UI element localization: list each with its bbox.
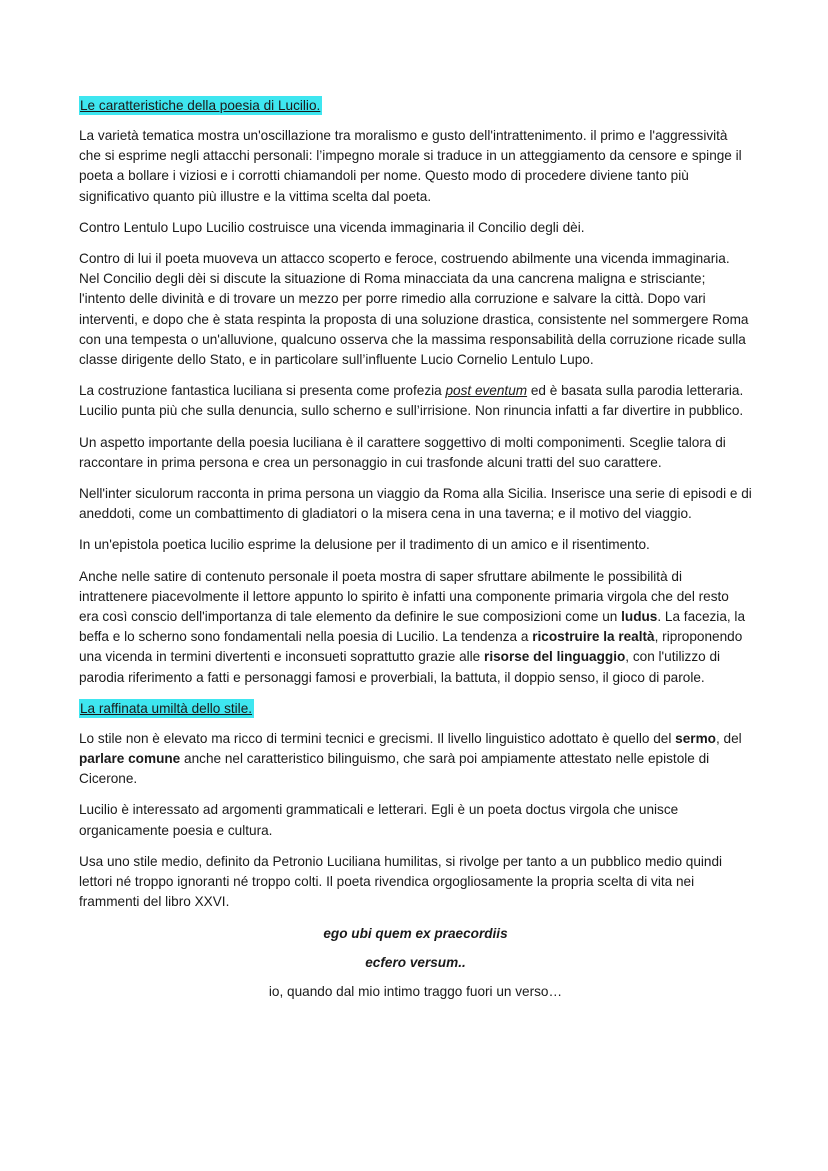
text-run: La costruzione fantastica luciliana si presenta come profezia: [79, 383, 446, 399]
ricostruire-realta-term: ricostruire la realtà: [532, 629, 655, 645]
paragraph-epistola-poetica: In un'epistola poetica lucilio esprime la delusione per il tradimento di un amico e il risentimento.: [79, 537, 650, 553]
section-heading-raffinata-umilta: La raffinata umiltà dello stile.: [80, 700, 253, 716]
text-run: , riproponendo una vicenda in termini divertenti e inconsueti soprattutto grazie alle: [79, 629, 743, 665]
latin-quote-line-2: ecfero versum..: [365, 954, 466, 970]
paragraph-costruzione-fantastica: [79, 381, 752, 421]
text-run: ed è basata sulla parodia letteraria. Lucilio punta più che sulla denuncia, sullo scherno e sull’irrisione. Non rinuncia infatti a far divertire in pubblico.: [79, 383, 744, 419]
latin-quote-line-1: ego ubi quem ex praecordiis: [323, 925, 508, 941]
paragraph-poeta-doctus: Lucilio è interessato ad argomenti grammaticali e letterari. Egli è un poeta doctus virgola che unisce organicamente poesia e cultura.: [79, 802, 679, 838]
paragraph-carattere-soggettivo: Un aspetto importante della poesia luciliana è il carattere soggettivo di molti componimenti. Sceglie talora di raccontare in prima persona e crea un personaggio in cui trasfonde alcuni tratti del suo carattere.: [79, 434, 726, 470]
text-run: , del: [715, 730, 742, 746]
text-run: Anche nelle satire di contenuto personale il poeta mostra di saper sfruttare abilmente le possibilità di intrattenere piacevolmente il lettore appunto lo spirito è infatti una componente primaria virgola che del resto era così conscio dell'importanza di tale elemento da definire le sue composizioni come un: [79, 568, 729, 625]
ludus-term: ludus: [621, 609, 658, 625]
paragraph-concilio-degli-dei: Contro di lui il poeta muoveva un attacco scoperto e feroce, costruendo abilmente una vicenda immaginaria. Nel Concilio degli dèi si discute la situazione di Roma minacciata da una cancrena maligna e strisciante; l'intento delle divinità e di trovare un mezzo per porre rimedio alla corruzione e salvare la città. Dopo vari interventi, e dopo che è stata respinta la proposta di una soluzione drastica, consistente nel sommergere Roma con una tempesta o un'alluvione, qualcuno osserva che la massima responsabilità della corruzione ricade sulla classe dirigente dello Stato, e in particolare sull’influente Lucio Cornelio Lentulo Lupo.: [79, 251, 749, 368]
paragraph-iter-siculum: Nell'inter siculorum racconta in prima persona un viaggio da Roma alla Sicilia. Inserisce una serie di episodi e di aneddoti, come un combattimento di gladiatori o la misera cena in una taverna; e il motivo del viaggio.: [79, 486, 752, 522]
text-run: . La facezia, la beffa e lo scherno sono fondamentali nella poesia di Lucilio. La tendenza a: [79, 609, 746, 645]
text-run: Lo stile non è elevato ma ricco di termini tecnici e grecismi. Il livello linguistico adottato è quello del: [79, 730, 676, 746]
text-run: , con l'utilizzo di parodia riferimento a fatti e personaggi famosi e proverbiali, la battuta, il doppio senso, il gioco di parole.: [79, 649, 721, 685]
paragraph-stile-medio: Usa uno stile medio, definito da Petronio Luciliana humilitas, si rivolge per tanto a un pubblico medio quindi lettori né troppo ignoranti né troppo colti. Il poeta rivendica orgogliosamente la propria scelta di vita nei frammenti del libro XXVI.: [79, 853, 723, 910]
text-run: anche nel caratteristico bilinguismo, che sarà poi ampiamente attestato nelle epistole di Cicerone.: [79, 751, 710, 787]
quote-translation: io, quando dal mio intimo traggo fuori un verso…: [268, 983, 563, 999]
parlare-comune-term: parlare comune: [79, 751, 181, 767]
paragraph-stile: [79, 729, 752, 790]
post-eventum-term: post eventum: [445, 383, 528, 399]
paragraph-varieta-tematica: La varietà tematica mostra un'oscillazione tra moralismo e gusto dell'intrattenimento. il primo e l'aggressività che si esprime negli attacchi personali: l’impegno morale si traduce in un atteggiamento da censore e spinge il poeta a bollare i viziosi e i corrotti chiamandoli per nome. Questo modo di procedere diviene tanto più significativo quanto più illustre e la vittima scelta dal poeta.: [79, 128, 742, 204]
risorse-linguaggio-term: risorse del linguaggio: [484, 649, 626, 665]
paragraph-satire-personali: [79, 567, 752, 688]
section-heading-caratteristiche: Le caratteristiche della poesia di Lucilio.: [80, 98, 321, 113]
paragraph-lentulo-lupo: Contro Lentulo Lupo Lucilio costruisce una vicenda immaginaria il Concilio degli dèi.: [79, 219, 585, 235]
sermo-term: sermo: [675, 730, 716, 746]
